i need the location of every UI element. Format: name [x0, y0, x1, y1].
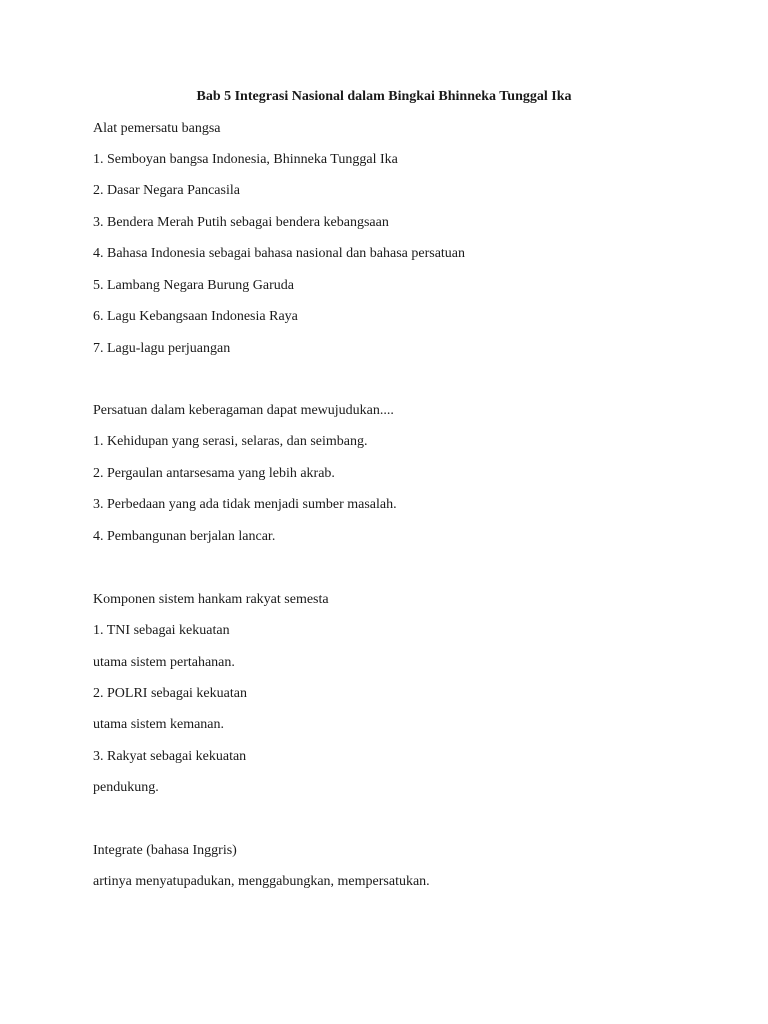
section-heading: Alat pemersatu bangsa [93, 121, 221, 136]
list-item: 2. Dasar Negara Pancasila [93, 183, 240, 198]
list-item-continuation: utama sistem pertahanan. [93, 655, 235, 670]
list-item: 4. Bahasa Indonesia sebagai bahasa nasional dan bahasa persatuan [93, 246, 466, 261]
document-title: Bab 5 Integrasi Nasional dalam Bingkai Bhinneka Tunggal Ika [196, 89, 572, 104]
section-heading: Integrate (bahasa Inggris) [93, 843, 237, 858]
list-item-continuation: pendukung. [93, 780, 159, 795]
list-item: 3. Rakyat sebagai kekuatan [93, 749, 247, 764]
list-item: 1. Semboyan bangsa Indonesia, Bhinneka Tunggal Ika [93, 152, 398, 167]
list-item: 5. Lambang Negara Burung Garuda [93, 278, 294, 293]
section-heading: Persatuan dalam keberagaman dapat mewujudukan.... [93, 403, 394, 418]
list-item: 7. Lagu-lagu perjuangan [93, 341, 231, 356]
paragraph-line: artinya menyatupadukan, menggabungkan, mempersatukan. [93, 874, 430, 889]
list-item: 1. Kehidupan yang serasi, selaras, dan seimbang. [93, 434, 368, 449]
list-item: 2. POLRI sebagai kekuatan [93, 686, 247, 701]
list-item: 3. Bendera Merah Putih sebagai bendera kebangsaan [93, 215, 389, 230]
list-item-continuation: utama sistem kemanan. [93, 717, 225, 732]
section-heading: Komponen sistem hankam rakyat semesta [93, 592, 329, 607]
list-item: 6. Lagu Kebangsaan Indonesia Raya [93, 309, 298, 324]
list-item: 3. Perbedaan yang ada tidak menjadi sumber masalah. [93, 497, 397, 512]
list-item: 1. TNI sebagai kekuatan [93, 623, 230, 638]
list-item: 4. Pembangunan berjalan lancar. [93, 529, 276, 544]
list-item: 2. Pergaulan antarsesama yang lebih akrab. [93, 466, 335, 481]
